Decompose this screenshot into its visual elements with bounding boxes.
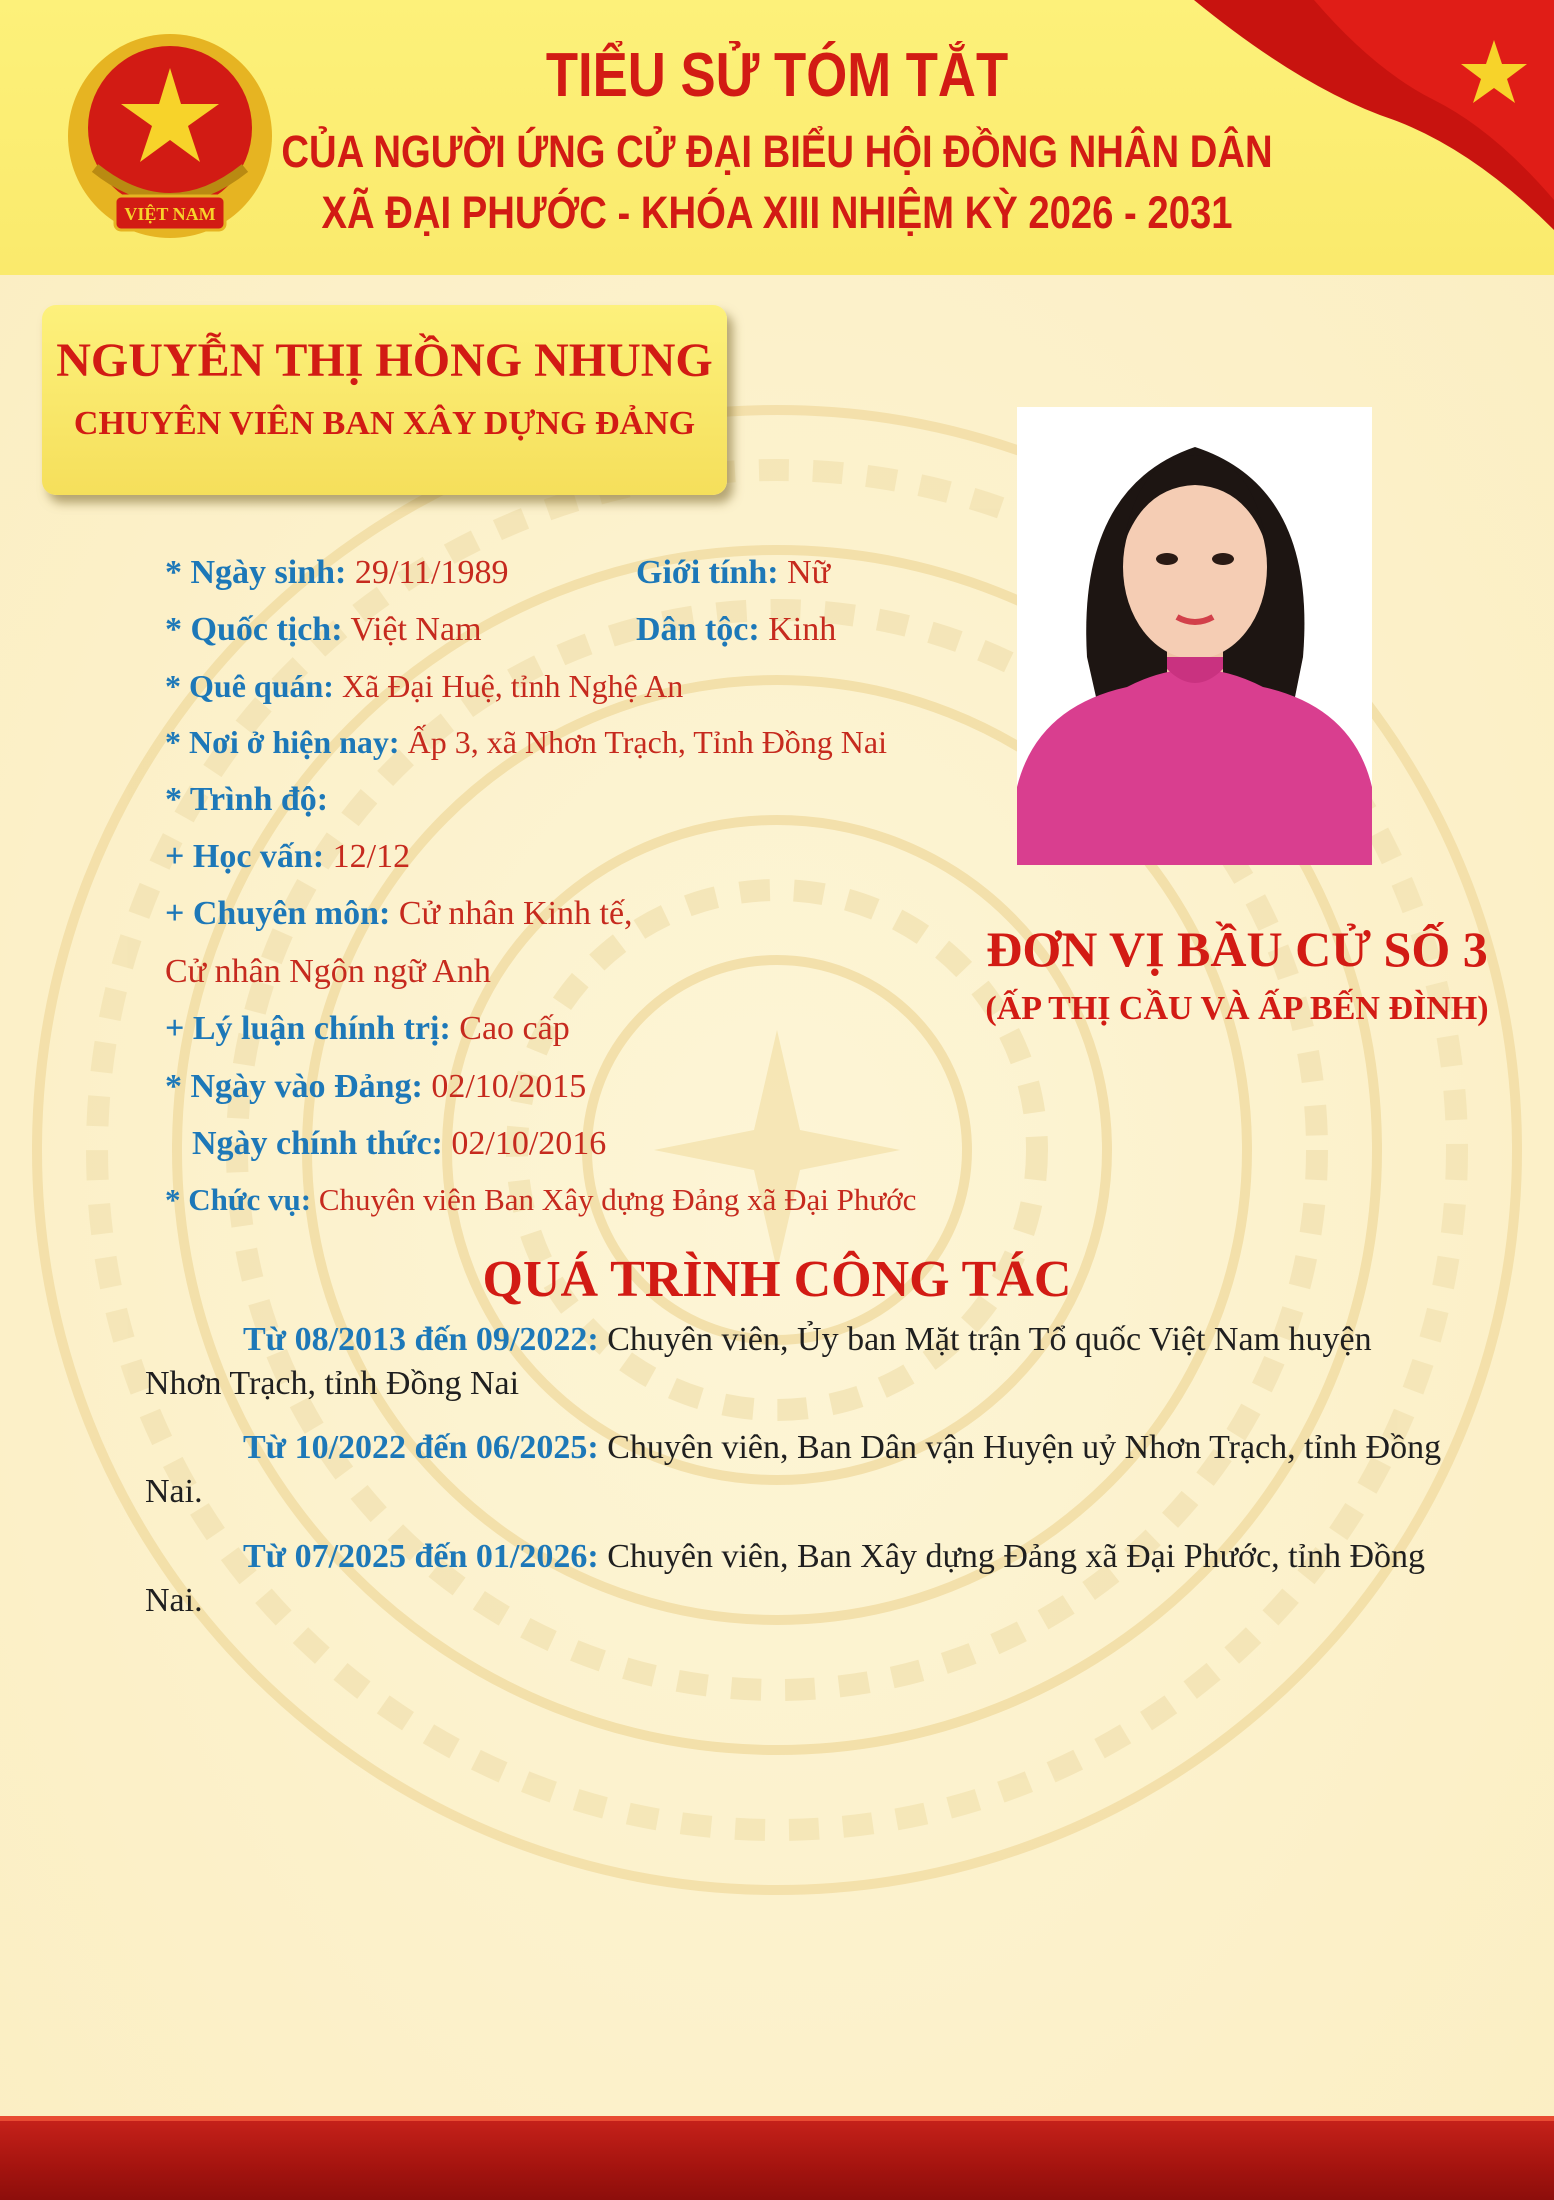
hometown-label: * Quê quán: <box>165 668 334 704</box>
specialty-value-line-2: Cử nhân Ngôn ngữ Anh <box>165 953 491 990</box>
ethnicity-value: Kinh <box>768 611 837 648</box>
career-period: Từ 07/2025 đến 01/2026: <box>243 1538 599 1575</box>
gender-label: Giới tính: <box>636 554 779 591</box>
residence-label: * Nơi ở hiện nay: <box>165 724 400 760</box>
politics-label: + Lý luận chính trị: <box>165 1010 451 1047</box>
info-row-role <box>165 1182 916 1218</box>
document-subtitle-line-1: CỦA NGƯỜI ỨNG CỬ ĐẠI BIỂU HỘI ĐỒNG NHÂN DÂN <box>281 126 1273 177</box>
info-row-dob <box>165 554 509 592</box>
electoral-unit-title: ĐƠN VỊ BẦU CỬ SỐ 3 <box>986 921 1488 977</box>
info-row-level <box>165 781 328 819</box>
footer-band <box>0 2116 1554 2200</box>
career-description: Chuyên viên, Ủy ban Mặt trận Tổ quốc Việt Nam huyện Nhơn Trạch, tỉnh Đồng Nai <box>145 1321 1372 1402</box>
education-label: + Học vấn: <box>165 838 325 875</box>
party-official-label: Ngày chính thức: <box>192 1125 443 1162</box>
specialty-label: + Chuyên môn: <box>165 895 391 932</box>
info-row-hometown <box>165 668 683 705</box>
info-row-residence <box>165 724 887 761</box>
national-emblem-icon <box>55 28 285 253</box>
info-row-party-official <box>192 1125 606 1163</box>
candidate-name: NGUYỄN THỊ HỒNG NHUNG <box>56 334 713 387</box>
education-value: 12/12 <box>332 838 411 875</box>
info-row-nationality <box>165 611 482 649</box>
candidate-name-card <box>42 305 727 495</box>
info-row-education <box>165 838 410 876</box>
politics-value: Cao cấp <box>459 1010 570 1047</box>
document-title: TIỂU SỬ TÓM TẮT <box>545 41 1009 110</box>
info-row-party-join <box>165 1068 586 1106</box>
career-section-title: QUÁ TRÌNH CÔNG TÁC <box>482 1251 1072 1308</box>
career-description: Chuyên viên, Ban Xây dựng Đảng xã Đại Phước, tỉnh Đồng Nai. <box>145 1538 1426 1619</box>
career-item <box>145 1426 1445 1514</box>
dob-label: * Ngày sinh: <box>165 554 347 591</box>
flag-decoration <box>1154 0 1554 240</box>
party-official-value: 02/10/2016 <box>451 1125 607 1162</box>
career-item <box>145 1535 1445 1623</box>
party-join-value: 02/10/2015 <box>431 1068 587 1105</box>
career-period: Từ 08/2013 đến 09/2022: <box>243 1321 599 1358</box>
electoral-unit-subtitle: (ẤP THỊ CẦU VÀ ẤP BẾN ĐÌNH) <box>985 990 1489 1027</box>
career-item <box>145 1318 1445 1406</box>
career-period: Từ 10/2022 đến 06/2025: <box>243 1429 599 1466</box>
career-description: Chuyên viên, Ban Dân vận Huyện uỷ Nhơn Trạch, tỉnh Đồng Nai. <box>145 1429 1442 1510</box>
level-label: * Trình độ: <box>165 781 329 818</box>
info-row-gender <box>636 554 830 592</box>
dob-value: 29/11/1989 <box>354 554 509 591</box>
role-value: Chuyên viên Ban Xây dựng Đảng xã Đại Phước <box>318 1182 917 1217</box>
candidate-position: CHUYÊN VIÊN BAN XÂY DỰNG ĐẢNG <box>73 405 696 442</box>
document-subtitle-line-2: XÃ ĐẠI PHƯỚC - KHÓA XIII NHIỆM KỲ 2026 - 2031 <box>321 187 1233 238</box>
nationality-value: Việt Nam <box>350 611 482 648</box>
info-row-specialty-cont <box>165 953 491 991</box>
hometown-value: Xã Đại Huệ, tỉnh Nghệ An <box>341 668 684 704</box>
candidate-photo <box>1017 407 1372 865</box>
info-row-specialty <box>165 895 633 933</box>
svg-text:VIỆT NAM: VIỆT NAM <box>124 204 216 224</box>
ethnicity-label: Dân tộc: <box>636 611 760 648</box>
residence-value: Ấp 3, xã Nhơn Trạch, Tỉnh Đồng Nai <box>407 724 887 760</box>
gender-value: Nữ <box>787 554 831 591</box>
info-row-politics <box>165 1010 570 1048</box>
info-row-ethnicity <box>636 611 836 649</box>
party-join-label: * Ngày vào Đảng: <box>165 1068 423 1105</box>
role-label: * Chức vụ: <box>165 1182 312 1217</box>
nationality-label: * Quốc tịch: <box>165 611 343 648</box>
specialty-value-line-1: Cử nhân Kinh tế, <box>398 895 633 932</box>
